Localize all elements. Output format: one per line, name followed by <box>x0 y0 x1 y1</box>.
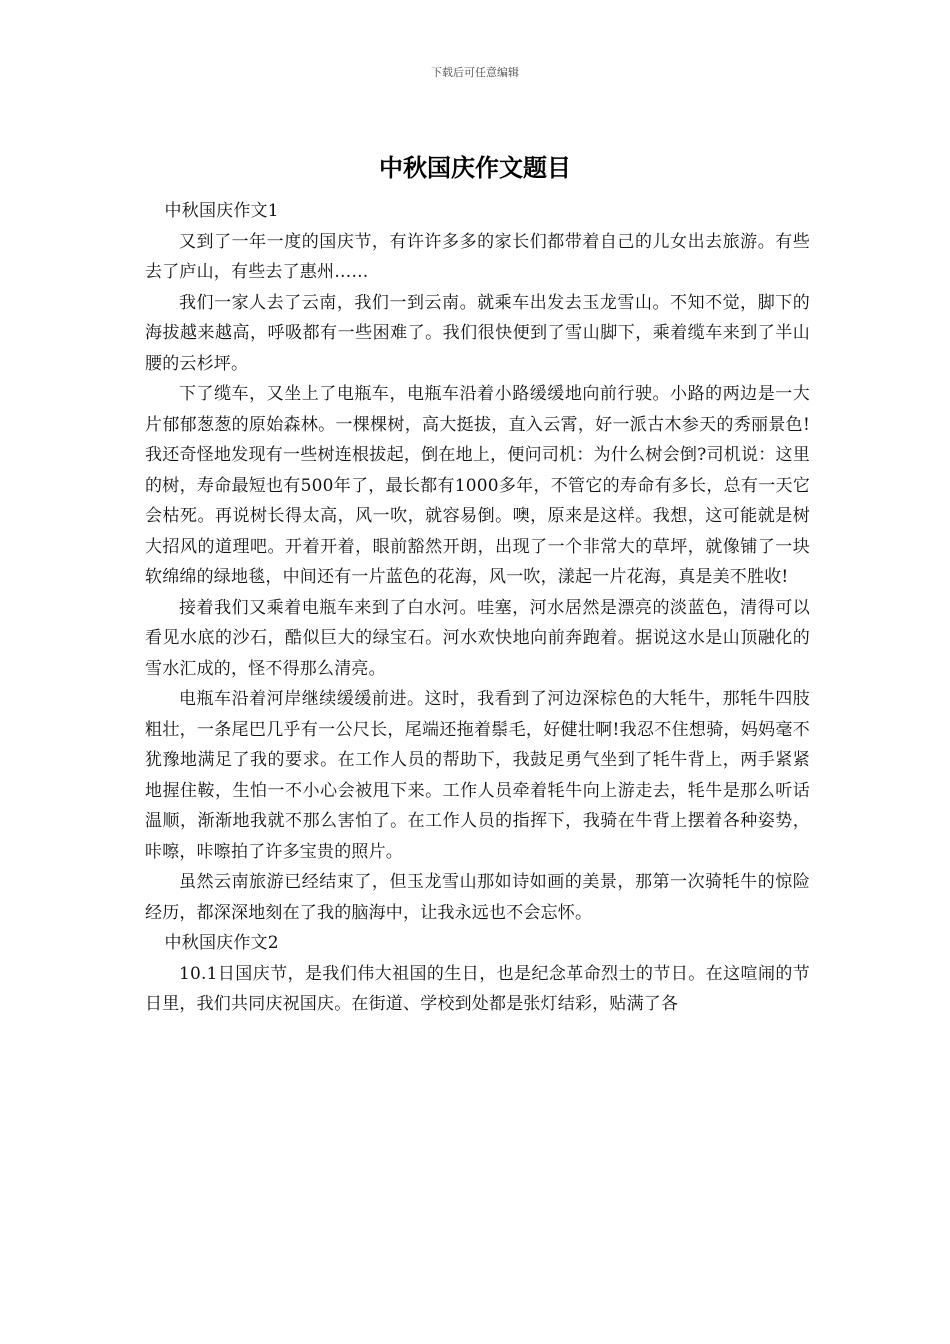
paragraph: 电瓶车沿着河岸继续缓缓前进。这时，我看到了河边深棕色的大牦牛，那牦牛四肢粗壮，一条尾巴几乎有一公尺长，尾端还拖着鬃毛，好健壮啊!我忍不住想骑，妈妈毫不犹豫地满足了我的要求。在工作人员的帮助下，我鼓足勇气坐到了牦牛背上，两手紧紧地握住鞍，生怕一不小心会被甩下来。工作人员牵着牦牛向上游走去，牦牛是那么听话温顺，渐渐地我就不那么害怕了。在工作人员的指挥下，我骑在牛背上摆着各种姿势，咔嚓，咔嚓拍了许多宝贵的照片。 <box>145 689 810 862</box>
section-heading-1: 中秋国庆作文1 <box>164 201 279 221</box>
paragraph: 接着我们又乘着电瓶车来到了白水河。哇塞，河水居然是漂亮的淡蓝色，清得可以看见水底的沙石，酷似巨大的绿宝石。河水欢快地向前奔跑着。据说这水是山顶融化的雪水汇成的，怪不得那么清亮。 <box>145 597 810 679</box>
paragraph: 虽然云南旅游已经结束了，但玉龙雪山那如诗如画的美景，那第一次骑牦牛的惊险经历，都深深地刻在了我的脑海中，让我永远也不会忘怀。 <box>145 872 810 923</box>
document-body <box>145 196 810 1020</box>
paragraph: 下了缆车，又坐上了电瓶车，电瓶车沿着小路缓缓地向前行驶。小路的两边是一大片郁郁葱葱的原始森林。一棵棵树，高大挺拔，直入云霄，好一派古木参天的秀丽景色!我还奇怪地发现有一些树连根拔起，倒在地上，便问司机：为什么树会倒?司机说：这里的树，寿命最短也有500年了，最长都有1000多年，不管它的寿命有多长，总有一天它会枯死。再说树长得太高，风一吹，就容易倒。噢，原来是这样。我想，这可能就是树大招风的道理吧。开着开着，眼前豁然开朗，出现了一个非常大的草坪，就像铺了一块软绵绵的绿地毯，中间还有一片蓝色的花海，风一吹，漾起一片花海，真是美不胜收! <box>145 384 810 587</box>
section-heading-2: 中秋国庆作文2 <box>164 933 279 953</box>
page-header-note: 下载后可任意编辑 <box>431 66 519 79</box>
paragraph: 我们一家人去了云南，我们一到云南。就乘车出发去玉龙雪山。不知不觉，脚下的海拔越来越高，呼吸都有一些困难了。我们很快便到了雪山脚下，乘着缆车来到了半山腰的云杉坪。 <box>145 292 810 374</box>
document-title: 中秋国庆作文题目 <box>379 153 571 182</box>
paragraph: 又到了一年一度的国庆节，有许许多多的家长们都带着自己的儿女出去旅游。有些去了庐山，有些去了惠州…… <box>145 231 810 282</box>
paragraph: 10.1日国庆节，是我们伟大祖国的生日，也是纪念革命烈士的节日。在这喧闹的节日里，我们共同庆祝国庆。在街道、学校到处都是张灯结彩，贴满了各 <box>145 963 810 1014</box>
